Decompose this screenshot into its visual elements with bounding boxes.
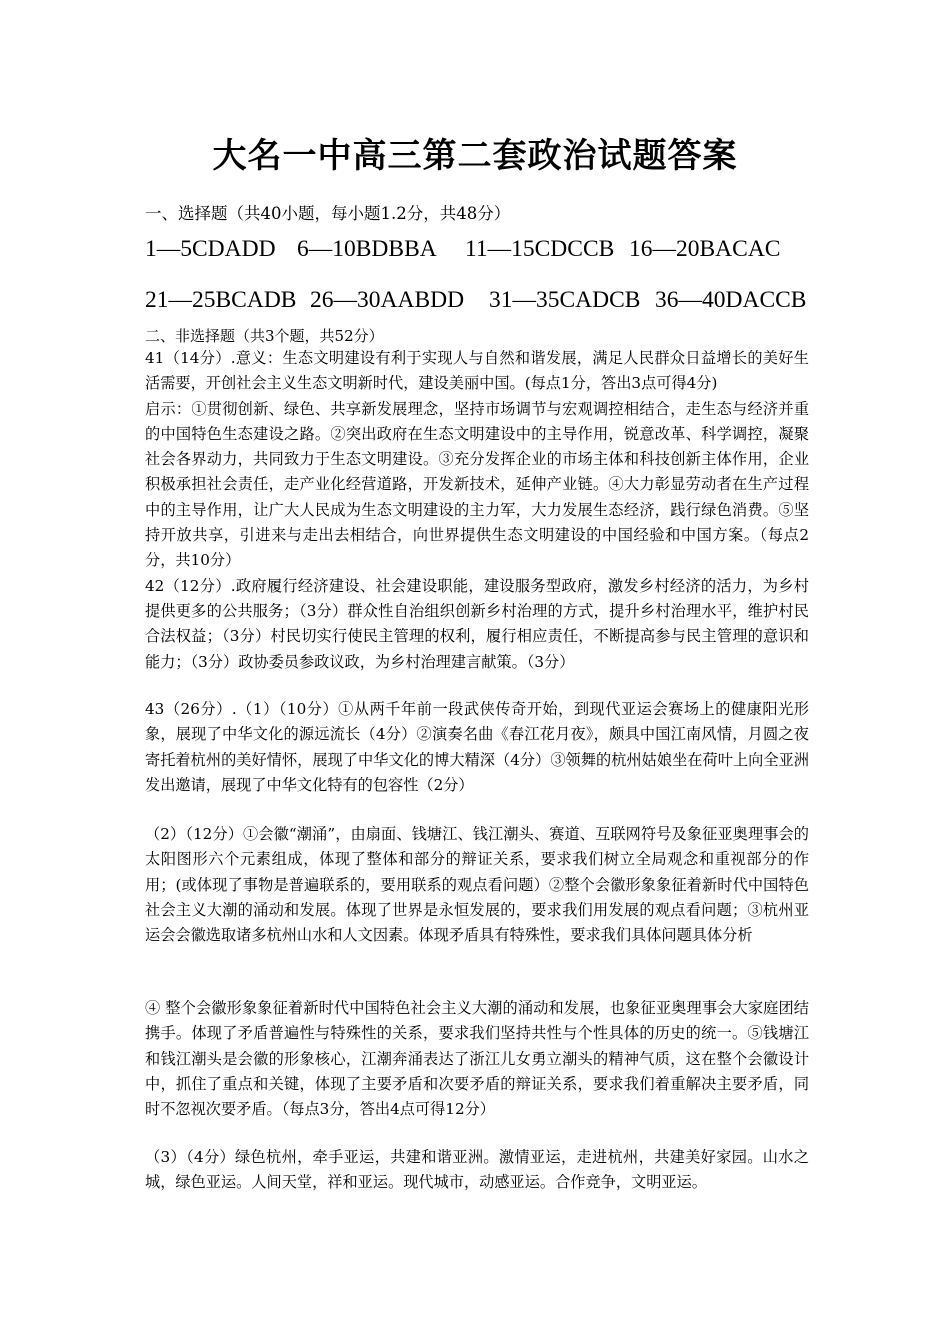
- answer-group: 36—40DACCB: [655, 287, 807, 313]
- question-43-part-1-text: 43（26分）.（1）（10分）①从两千年前一段武侠传奇开始，到现代亚运会赛场上的健康阳光形象，展现了中华文化的源远流长（4分）②演奏名曲《春江花月夜》，颇具中国江南风情，月圆之夜寄托着杭州的美好情怀，展现了中华文化的博大精深（4分）③领舞的杭州姑娘坐在荷叶上向全亚洲发出邀请，展现了中华文化特有的包容性（2分）: [145, 700, 809, 794]
- answer-group: 16—20BACAC: [629, 236, 781, 262]
- answer-group: 11—15CDCCB: [465, 236, 615, 262]
- question-43-part-2b: [145, 996, 809, 1122]
- question-43-part-1: [145, 697, 809, 798]
- question-43-part-3: [145, 1145, 809, 1196]
- question-43-part-3-text: （3）（4分）绿色杭州，牵手亚运，共建和谐亚洲。激情亚运，走进杭州，共建美好家园。山水之城，绿色亚运。人间天堂，祥和亚运。现代城市，动感亚运。合作竞争，文明亚运。: [145, 1148, 809, 1192]
- question-43-part-2a-text: （2）（12分）①会徽“潮涌”，由扇面、钱塘江、钱江潮头、赛道、互联网符号及象征亚奥理事会的太阳图形六个元素组成，体现了整体和部分的辩证关系，要求我们树立全局观念和重视部分的作用；(或体现了事物是普遍联系的，要用联系的观点看问题）②整个会徽形象象征着新时代中国特色社会主义大潮的涌动和发展。体现了世界是永恒发展的，要求我们用发展的观点看问题；③杭州亚运会会徽选取诸多杭州山水和人文因素。体现矛盾具有特殊性，要求我们具体问题具体分析: [145, 825, 809, 945]
- answer-group: 26—30AABDD: [310, 287, 465, 313]
- section-1-heading: 一、选择题（共40小题，每小题1.2分，共48分）: [145, 204, 511, 223]
- answer-group: 6—10BDBBA: [297, 236, 437, 262]
- question-41-block: [145, 346, 809, 675]
- question-41-significance: 41（14分）.意义：生态文明建设有利于实现人与自然和谐发展，满足人民群众日益增长的美好生活需要，开创社会主义生态文明新时代，建设美丽中国。(每点1分，答出3点可得4分): [145, 349, 809, 393]
- page-title: 大名一中高三第二套政治试题答案: [212, 136, 738, 176]
- question-41-inspiration: 启示：①贯彻创新、绿色、共享新发展理念，坚持市场调节与宏观调控相结合，走生态与经济并重的中国特色生态建设之路。②突出政府在生态文明建设中的主导作用，锐意改革、科学调控，凝聚社会各界动力，共同致力于生态文明建设。③充分发挥企业的市场主体和科技创新主体作用，企业积极承担社会责任，走产业化经营道路，开发新技术，延伸产业链。④大力彰显劳动者在生产过程中的主导作用，让广大人民成为生态文明建设的主力军，大力发展生态经济，践行绿色消费。⑤坚持开放共享，引进来与走出去相结合，向世界提供生态文明建设的中国经验和中国方案。（每点2分，共10分）: [145, 399, 809, 570]
- answer-group: 1—5CDADD: [145, 236, 276, 262]
- answer-group: 31—35CADCB: [489, 287, 641, 313]
- question-42-answer: 42（12分）.政府履行经济建设、社会建设职能，建设服务型政府，激发乡村经济的活力，为乡村提供更多的公共服务；（3分）群众性自治组织创新乡村治理的方式，提升乡村治理水平，维护村民合法权益；（3分）村民切实行使民主管理的权利，履行相应责任，不断提高参与民主管理的意识和能力；（3分）政协委员参政议政，为乡村治理建言献策。（3分）: [145, 576, 809, 671]
- question-43-part-2b-text: ④ 整个会徽形象象征着新时代中国特色社会主义大潮的涌动和发展，也象征亚奥理事会大家庭团结携手。体现了矛盾普遍性与特殊性的关系，要求我们坚持共性与个性具体的历史的统一。⑤钱塘江和钱江潮头是会徽的形象核心，江潮奔涌表达了浙江儿女勇立潮头的精神气质，这在整个会徽设计中，抓住了重点和关键，体现了主要矛盾和次要矛盾的辩证关系，要求我们着重解决主要矛盾，同时不忽视次要矛盾。（每点3分，答出4点可得12分）: [145, 999, 809, 1119]
- answer-group: 21—25BCADB: [145, 287, 297, 313]
- section-2-heading: 二、非选择题（共3个题，共52分）: [145, 327, 384, 345]
- question-43-part-2a: [145, 822, 809, 948]
